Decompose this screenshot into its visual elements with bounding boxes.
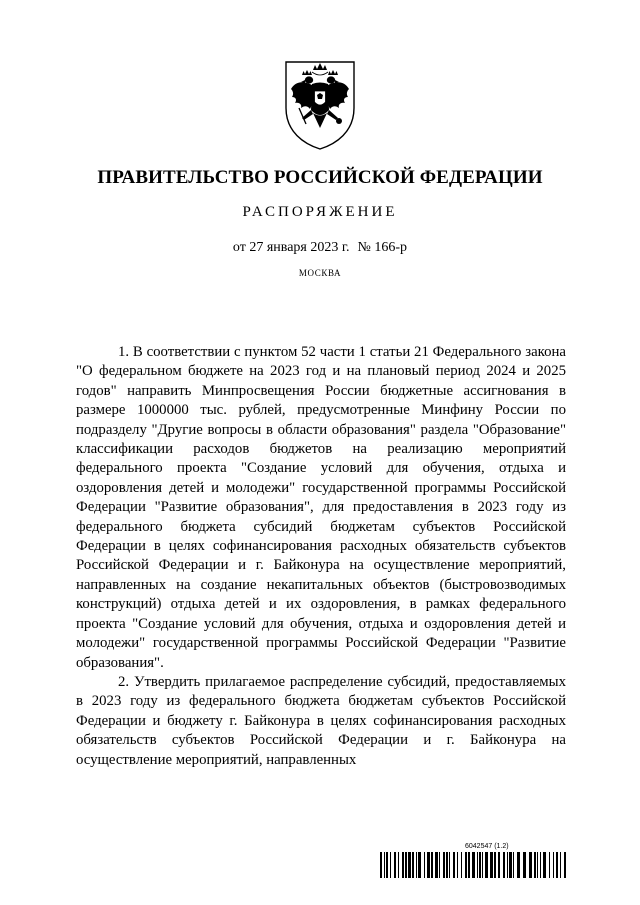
barcode-number: 6042547 (1.2): [465, 843, 509, 850]
paragraph-2: 2. Утвердить прилагаемое распределение субсидий, предоставляемых в 2023 году из федерального бюджета бюджетам субъектов Российской Федерации и бюджету г. Байконура в целях софинансирования расходных обязательств субъектов Российской Федерации и г. Байконура на осуществление мероприятий, направленных: [76, 673, 566, 768]
document-body: [76, 343, 566, 770]
document-date: от 27 января 2023 г.: [232, 240, 350, 255]
paragraph-1: 1. В соответствии с пунктом 52 части 1 статьи 21 Федерального закона "О федеральном бюджете на 2023 год и на плановый период 2024 и 2025 годов" направить Минпросвещения России бюджетные ассигнования в размере 1000000 тыс. рублей, предусмотренные Минфину России по подразделу "Другие вопросы в области образования" раздела "Образование" классификации расходов бюджетов на реализацию мероприятий федерального проекта "Создание условий для обучения, отдыха и оздоровления детей и молодежи" государственной программы Российской Федерации "Развитие образования", для предоставления в 2023 году из федерального бюджета субсидий бюджетам субъектов Российской Федерации в целях софинансирования расходных обязательств субъектов Российской Федерации и г. Байконура на осуществление мероприятий, направленных на создание некапитальных объектов (быстровозводимых конструкций) отдыха детей и их оздоровления, в рамках федерального проекта "Создание условий для обучения, отдыха и оздоровления детей и молодежи" государственной программы Российской Федерации "Развитие образования".: [76, 344, 566, 671]
document-date-number: [0, 240, 640, 256]
document-number: № 166-р: [357, 240, 408, 255]
government-title: ПРАВИТЕЛЬСТВО РОССИЙСКОЙ ФЕДЕРАЦИИ: [97, 167, 543, 188]
document-type: РАСПОРЯЖЕНИЕ: [242, 204, 398, 220]
barcode-icon: [380, 852, 568, 878]
russian-coat-of-arms-icon: [282, 58, 358, 152]
document-city: МОСКВА: [298, 268, 342, 278]
